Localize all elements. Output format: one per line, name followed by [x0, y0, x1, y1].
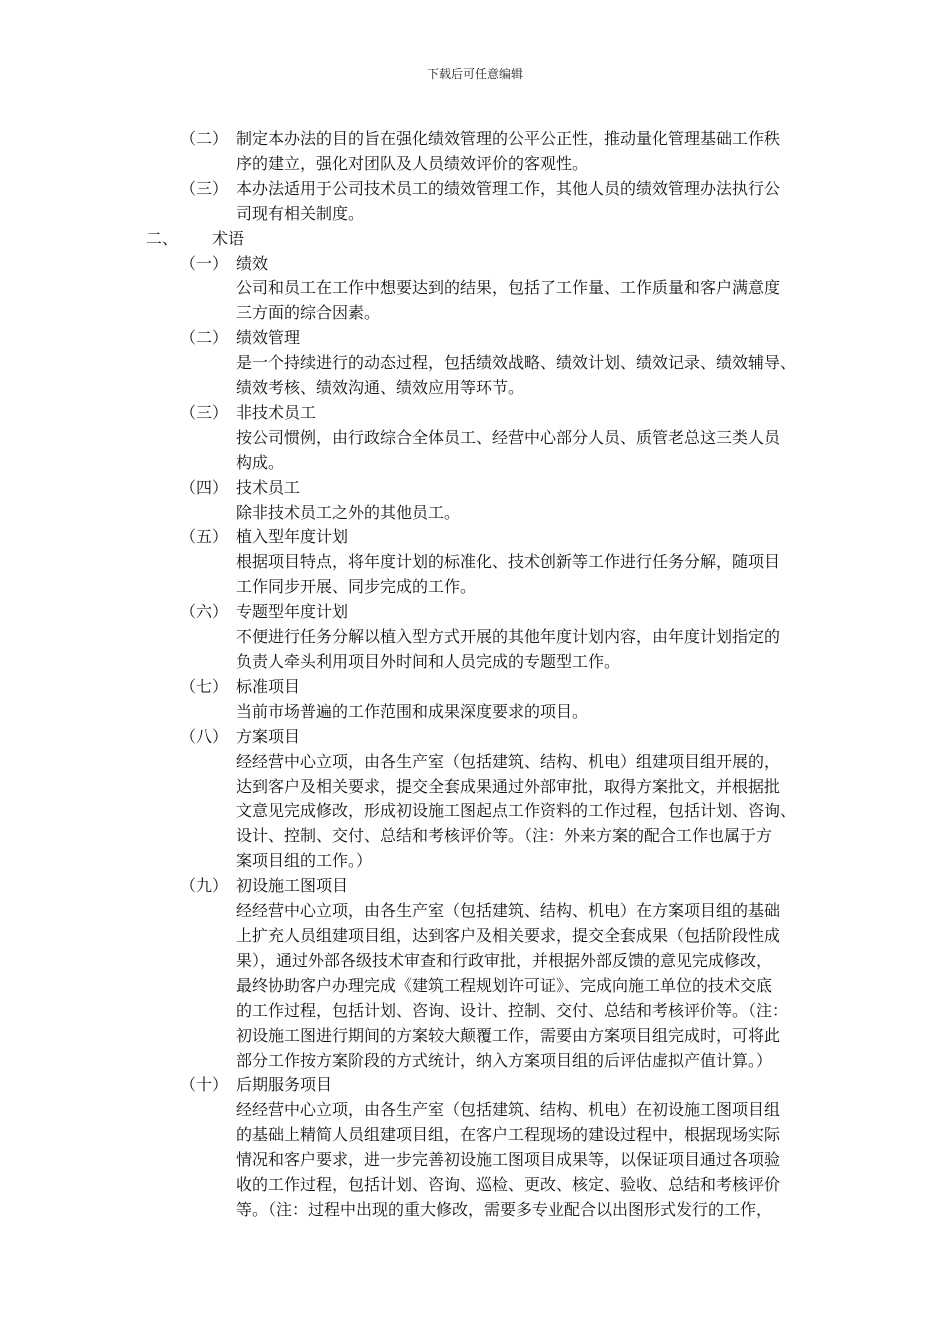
term-item: [0, 725, 950, 874]
item-marker: （一）: [180, 253, 229, 273]
term-text: 绩效 公司和员工在工作中想要达到的结果，包括了工作量、工作质量和客户满意度 三方面的综合因素。: [236, 253, 781, 323]
term-text: 标准项目 当前市场普遍的工作范围和成果深度要求的项目。: [236, 676, 589, 721]
item-marker: （十）: [180, 1075, 229, 1095]
term-item: [0, 600, 950, 675]
item-text: 本办法适用于公司技术员工的绩效管理工作，其他人员的绩效管理办法执行公 司现有相关制度。: [236, 178, 781, 223]
term-item: [0, 675, 950, 725]
item-marker: （二）: [180, 328, 229, 348]
item-marker: （六）: [180, 602, 229, 622]
term-text: 绩效管理 是一个持续进行的动态过程，包括绩效战略、绩效计划、绩效记录、绩效辅导、 绩效考核、绩效沟通、绩效应用等环节。: [236, 328, 797, 398]
item-text: 制定本办法的目的旨在强化绩效管理的公平公正性，推动量化管理基础工作秩 序的建立，强化对团队及人员绩效评价的客观性。: [236, 129, 781, 173]
list-item: [0, 127, 950, 177]
term-item: [0, 401, 950, 476]
list-item: [0, 177, 950, 227]
item-marker: （三）: [180, 178, 229, 198]
term-text: 初设施工图项目 经经营中心立项，由各生产室（包括建筑、结构、机电）在方案项目组的基础 上扩充人员组建项目组，达到客户及相关要求，提交全套成果（包括阶段性成 果），通过外部各级技术审查和行政审批，并根据外部反馈的意见完成修改， 最终协助客户办理完成《建筑工程规划许可证》、完成向施工单位的技术交底 的工作过程，包括计划、咨询、设计、控制、交付、总结和考核评价等。（注： 初设施工图进行期间的方案较大颠覆工作，需要由方案项目组完成时，可将此 部分工作按方案阶段的方式统计，纳入方案项目组的后评估虚拟产值计算。）: [236, 876, 789, 1070]
item-marker: （八）: [180, 726, 229, 746]
term-text: 植入型年度计划 根据项目特点，将年度计划的标准化、技术创新等工作进行任务分解，随项目 工作同步开展、同步完成的工作。: [236, 527, 781, 597]
term-item: [0, 525, 950, 600]
document-body: [0, 127, 950, 1223]
section-number: 二、: [146, 228, 179, 248]
term-text: 方案项目 经经营中心立项，由各生产室（包括建筑、结构、机电）组建项目组开展的， 达到客户及相关要求，提交全套成果通过外部审批，取得方案批文，并根据批 文意见完成修改，形成初设施工图起点工作资料的工作过程，包括计划、咨询、 设计、控制、交付、总结和考核评价等。（注：外来方案的配合工作也属于方 案项目组的工作。）: [236, 726, 797, 871]
item-marker: （七）: [180, 676, 229, 696]
term-text: 非技术员工 按公司惯例，由行政综合全体员工、经营中心部分人员、质管老总这三类人员 构成。: [236, 402, 781, 472]
term-item: [0, 476, 950, 526]
item-marker: （三）: [180, 402, 229, 422]
item-marker: （四）: [180, 477, 229, 497]
item-marker: （五）: [180, 527, 229, 547]
section-title: 术语: [212, 228, 245, 248]
term-item: [0, 252, 950, 327]
term-text: 专题型年度计划 不便进行任务分解以植入型方式开展的其他年度计划内容，由年度计划指定的 负责人牵头利用项目外时间和人员完成的专题型工作。: [236, 602, 781, 672]
item-marker: （九）: [180, 876, 229, 896]
term-item: [0, 1073, 950, 1222]
item-marker: （二）: [180, 129, 229, 148]
page-header: 下载后可任意编辑: [426, 67, 523, 81]
term-text: 技术员工 除非技术员工之外的其他员工。: [236, 477, 461, 522]
section-heading: [0, 227, 950, 252]
term-text: 后期服务项目 经经营中心立项，由各生产室（包括建筑、结构、机电）在初设施工图项目组 的基础上精简人员组建项目组，在客户工程现场的建设过程中，根据现场实际 情况和客户要求，进一步完善初设施工图项目成果等，以保证项目通过各项验 收的工作过程，包括计划、咨询、巡检、更改、核定、验收、总结和考核评价 等。（注：过程中出现的重大修改，需要多专业配合以出图形式发行的工作，: [236, 1075, 781, 1219]
term-item: [0, 874, 950, 1073]
term-item: [0, 326, 950, 401]
